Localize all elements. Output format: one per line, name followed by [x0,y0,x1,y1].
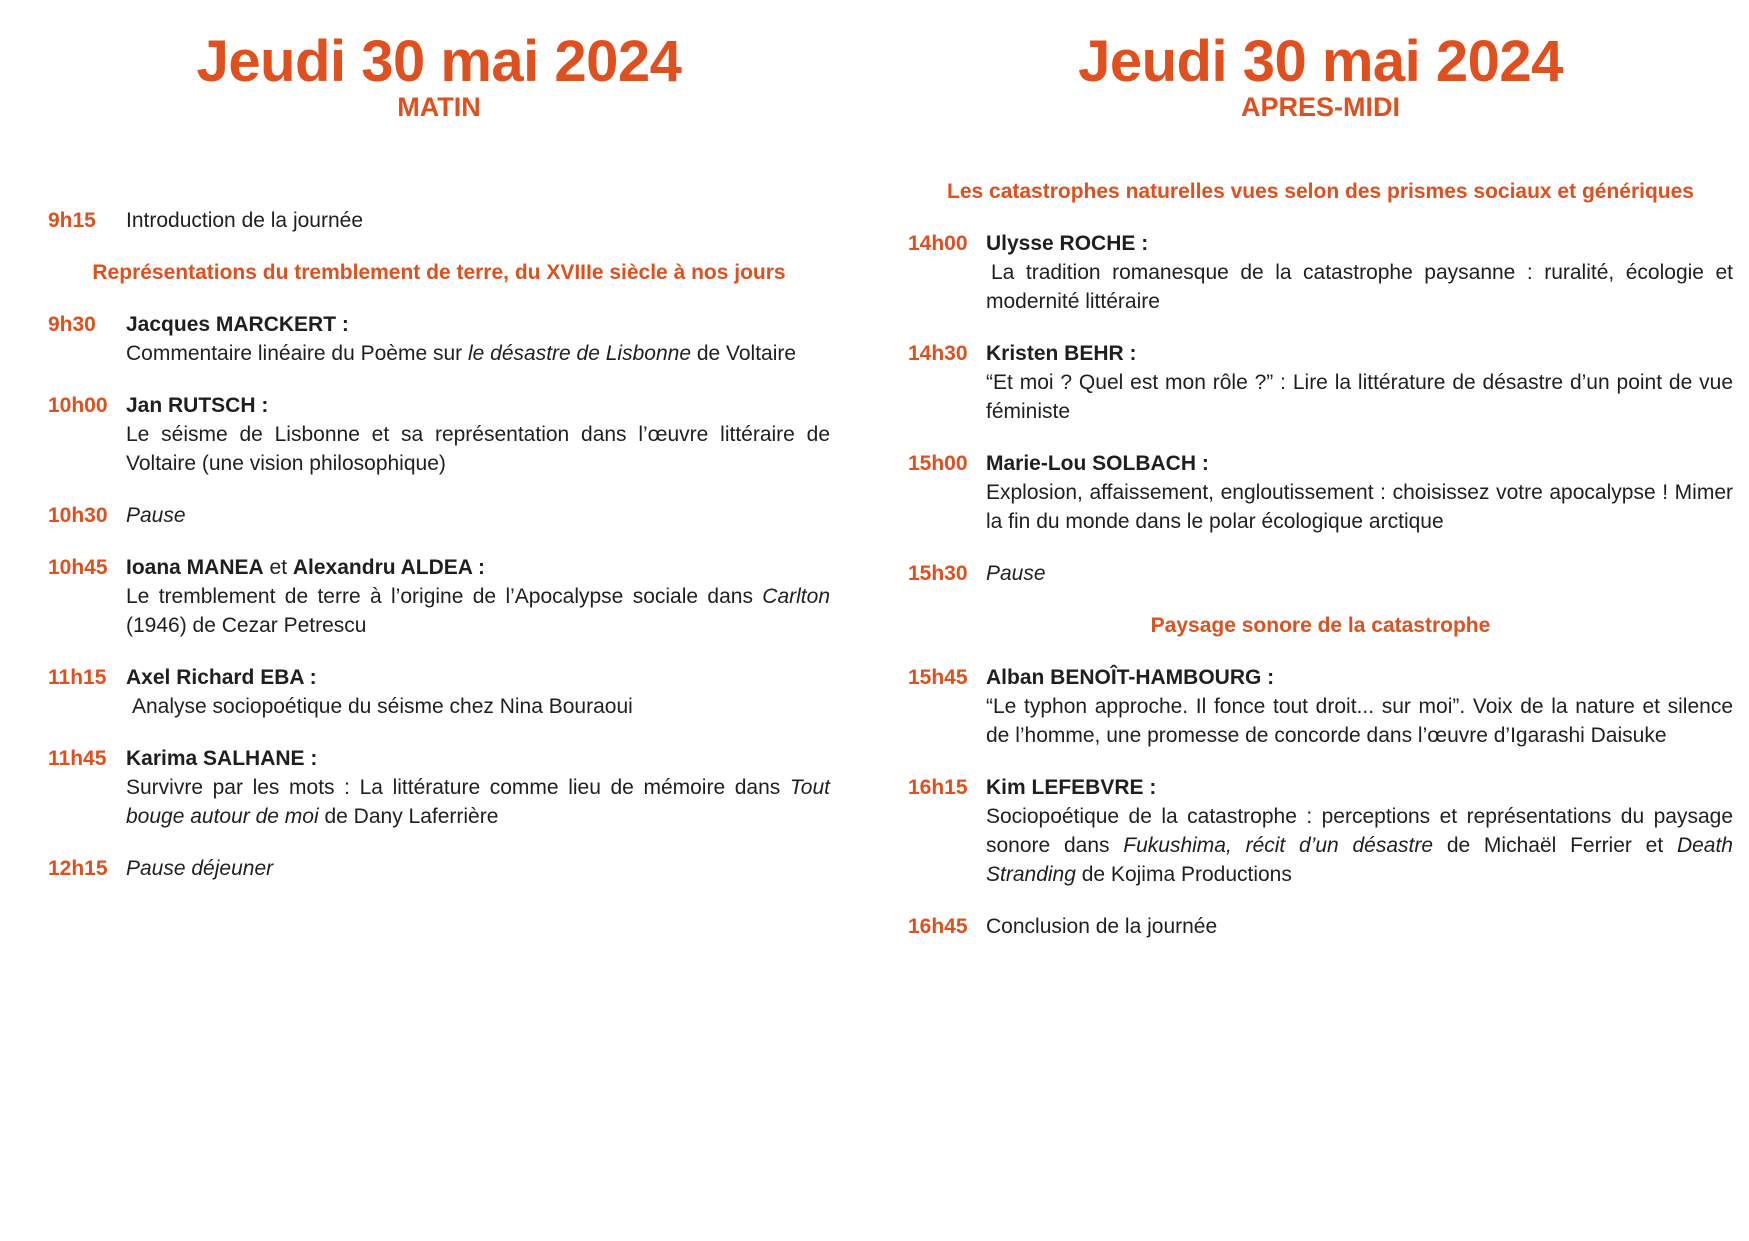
speaker: Kim LEFEBVRE : [986,776,1157,799]
pause-text: Pause [986,562,1046,585]
time: 14h30 [908,342,968,365]
time: 15h00 [908,452,968,475]
time: 14h00 [908,232,968,255]
time: 16h45 [908,915,968,938]
time: 16h15 [908,776,968,799]
morning-title: Jeudi 30 mai 2024 [196,29,682,94]
talk-item [908,229,1733,316]
conclusion-item [908,912,1733,941]
talk-item [48,391,830,478]
talk-item [48,744,830,831]
time: 9h15 [48,209,96,232]
time: 10h00 [48,394,108,417]
talk-item [908,449,1733,536]
speaker: Ioana MANEA et Alexandru ALDEA : [126,556,486,579]
afternoon-session-title-1: Les catastrophes naturelles vues selon des prismes sociaux et génériques [947,180,1694,203]
time: 10h30 [48,504,108,527]
talk-title: Le tremblement de terre à l’origine de l’Apocalypse sociale dans Carlton (1946) de Cezar Petrescu [126,585,830,637]
talk-item [908,339,1733,426]
pause-text: Pause [126,504,186,527]
talk-item [908,773,1733,889]
pause-item [48,854,830,883]
time: 12h15 [48,857,108,880]
afternoon-title: Jeudi 30 mai 2024 [1078,29,1563,94]
time: 15h30 [908,562,968,585]
talk-title: La tradition romanesque de la catastrophe paysanne : ruralité, écologie et modernité littéraire [986,261,1733,313]
speaker: Karima SALHANE : [126,747,318,770]
time: 10h45 [48,556,108,579]
afternoon-column [908,0,1733,941]
talk-title: Explosion, affaissement, engloutissement : choisissez votre apocalypse ! Mimer la fin du monde dans le polar écologique arctique [986,481,1733,533]
talk-item [48,553,830,640]
pause-text: Pause déjeuner [126,857,274,880]
morning-column [48,0,830,883]
afternoon-subtitle: APRES-MIDI [1240,92,1400,122]
speaker: Kristen BEHR : [986,342,1137,365]
talk-title: Commentaire linéaire du Poème sur le désastre de Lisbonne de Voltaire [126,342,797,365]
talk-title: “Le typhon approche. Il fonce tout droit... sur moi”. Voix de la nature et silence de l’homme, une promesse de concorde dans l’œuvre d’Igarashi Daisuke [986,695,1733,747]
speaker: Marie-Lou SOLBACH : [986,452,1209,475]
talk-title: Analyse sociopoétique du séisme chez Nina Bouraoui [132,695,633,718]
time: 15h45 [908,666,968,689]
morning-subtitle: MATIN [397,92,481,122]
talk-title: Survivre par les mots : La littérature comme lieu de mémoire dans Tout bouge autour de moi de Dany Laferrière [126,776,830,828]
morning-session-title: Représentations du tremblement de terre, du XVIIIe siècle à nos jours [92,261,786,284]
speaker: Axel Richard EBA : [126,666,317,689]
time: 11h15 [48,666,107,689]
talk-item [48,663,830,721]
intro-text: Introduction de la journée [126,209,363,232]
talk-item [908,663,1733,750]
speaker: Ulysse ROCHE : [986,232,1149,255]
speaker: Alban BENOÎT-HAMBOURG : [986,666,1275,689]
speaker: Jan RUTSCH : [126,394,269,417]
talk-title: “Et moi ? Quel est mon rôle ?” : Lire la littérature de désastre d’un point de vue féministe [986,371,1733,423]
time: 9h30 [48,313,96,336]
intro-item [48,206,830,235]
time: 11h45 [48,747,107,770]
conclusion-text: Conclusion de la journée [986,915,1218,938]
talk-title: Le séisme de Lisbonne et sa représentation dans l’œuvre littéraire de Voltaire (une vision philosophique) [126,423,830,475]
talk-title: Sociopoétique de la catastrophe : perceptions et représentations du paysage sonore dans Fukushima, récit d’un désastre de Michaël Ferrier et Death Stranding de Kojima Productions [986,805,1733,886]
afternoon-session-title-2: Paysage sonore de la catastrophe [1150,614,1491,637]
pause-item [48,501,830,530]
talk-item [48,310,830,368]
speaker: Jacques MARCKERT : [126,313,349,336]
pause-item [908,559,1733,588]
